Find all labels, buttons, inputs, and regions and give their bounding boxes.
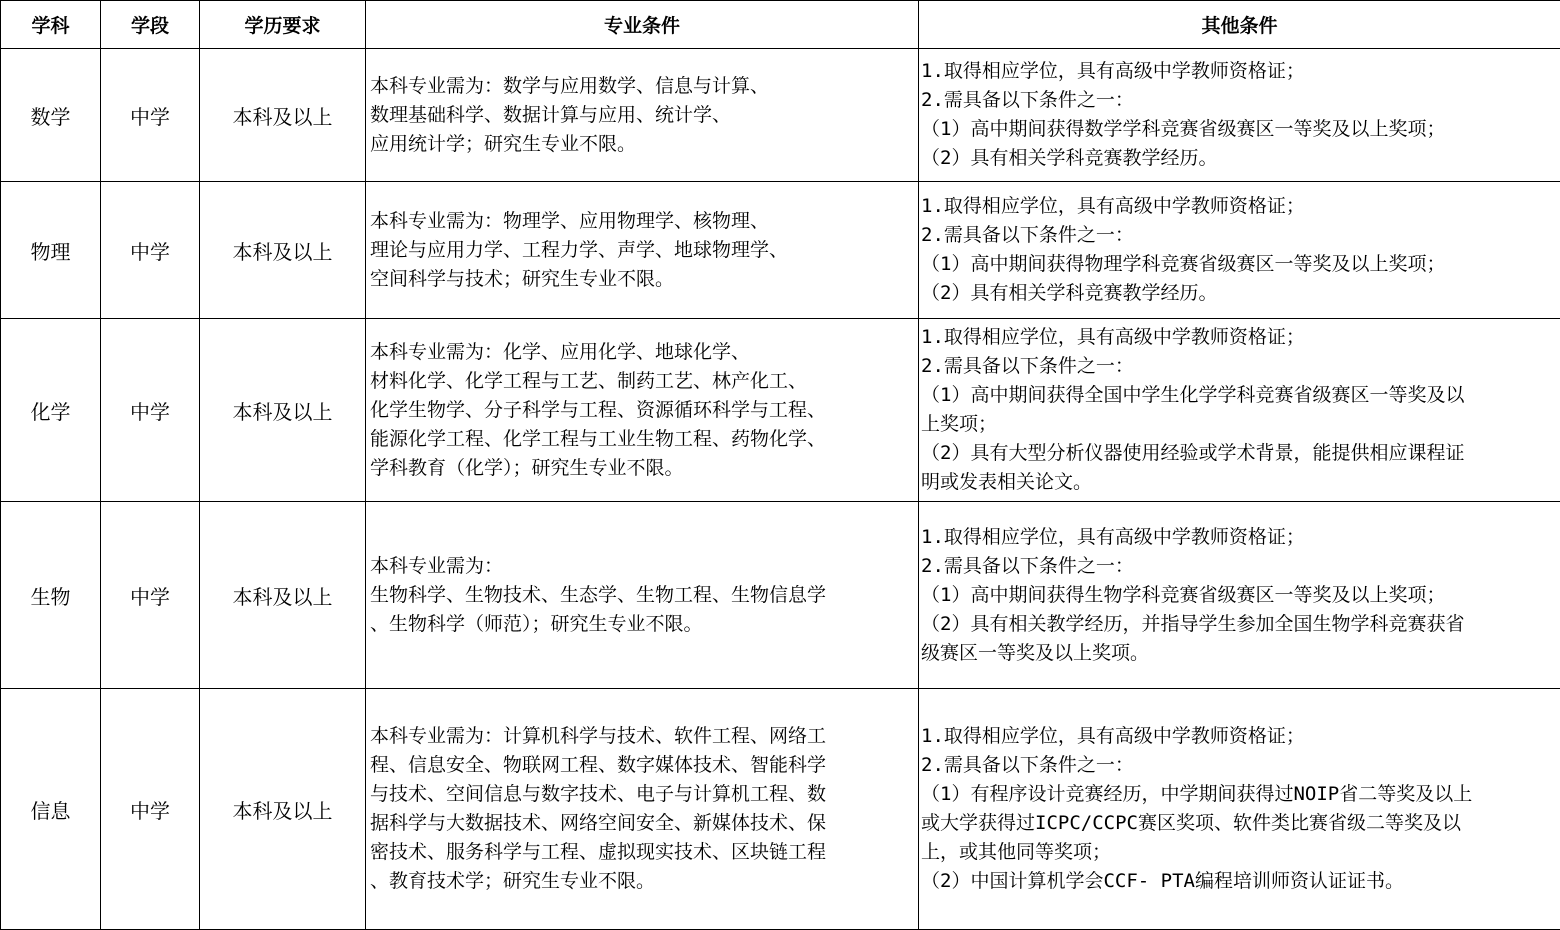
other-line: （1）高中期间获得生物学科竞赛省级赛区一等奖及以上奖项； [921, 581, 1560, 610]
other-cell [919, 689, 1560, 930]
degree-cell: 本科及以上 [200, 502, 366, 689]
major-line: 本科专业需为：数学与应用数学、信息与计算、 [370, 72, 918, 101]
other-line: 2.需具备以下条件之一： [921, 352, 1560, 381]
header-subject: 学科 [1, 1, 101, 49]
table-row [1, 49, 1560, 182]
degree-cell: 本科及以上 [200, 49, 366, 182]
stage-cell: 中学 [101, 319, 200, 502]
major-line: 应用统计学；研究生专业不限。 [370, 130, 918, 159]
other-line: （2）具有相关教学经历，并指导学生参加全国生物学科竞赛获省 [921, 610, 1560, 639]
other-line: 1.取得相应学位，具有高级中学教师资格证； [921, 523, 1560, 552]
subject-cell: 化学 [1, 319, 101, 502]
stage-cell: 中学 [101, 182, 200, 319]
header-major: 专业条件 [366, 1, 919, 49]
other-line: （2）具有相关学科竞赛教学经历。 [921, 144, 1560, 173]
major-cell [366, 319, 919, 502]
major-line: 本科专业需为： [370, 552, 918, 581]
other-cell [919, 502, 1560, 689]
table-row [1, 689, 1560, 930]
other-line: （1）高中期间获得物理学科竞赛省级赛区一等奖及以上奖项； [921, 250, 1560, 279]
other-line: （2）具有大型分析仪器使用经验或学术背景，能提供相应课程证 [921, 439, 1560, 468]
major-line: 、教育技术学；研究生专业不限。 [370, 867, 918, 896]
major-line: 据科学与大数据技术、网络空间安全、新媒体技术、保 [370, 809, 918, 838]
major-line: 、生物科学（师范）；研究生专业不限。 [370, 610, 918, 639]
degree-cell: 本科及以上 [200, 689, 366, 930]
other-line: 级赛区一等奖及以上奖项。 [921, 639, 1560, 668]
other-line: 1.取得相应学位，具有高级中学教师资格证； [921, 722, 1560, 751]
other-line: 或大学获得过ICPC/CCPC赛区奖项、软件类比赛省级二等奖及以 [921, 809, 1560, 838]
other-cell [919, 182, 1560, 319]
other-line: 2.需具备以下条件之一： [921, 221, 1560, 250]
other-cell [919, 49, 1560, 182]
major-cell [366, 689, 919, 930]
other-line: （2）具有相关学科竞赛教学经历。 [921, 279, 1560, 308]
major-line: 空间科学与技术；研究生专业不限。 [370, 265, 918, 294]
subject-cell: 生物 [1, 502, 101, 689]
major-line: 理论与应用力学、工程力学、声学、地球物理学、 [370, 236, 918, 265]
stage-cell: 中学 [101, 689, 200, 930]
other-line: 2.需具备以下条件之一： [921, 86, 1560, 115]
major-line: 化学生物学、分子科学与工程、资源循环科学与工程、 [370, 396, 918, 425]
major-line: 能源化学工程、化学工程与工业生物工程、药物化学、 [370, 425, 918, 454]
major-line: 程、信息安全、物联网工程、数字媒体技术、智能科学 [370, 751, 918, 780]
subject-cell: 信息 [1, 689, 101, 930]
stage-cell: 中学 [101, 502, 200, 689]
subject-cell: 物理 [1, 182, 101, 319]
other-cell [919, 319, 1560, 502]
major-line: 本科专业需为：化学、应用化学、地球化学、 [370, 338, 918, 367]
degree-cell: 本科及以上 [200, 319, 366, 502]
major-line: 生物科学、生物技术、生态学、生物工程、生物信息学 [370, 581, 918, 610]
major-line: 材料化学、化学工程与工艺、制药工艺、林产化工、 [370, 367, 918, 396]
major-line: 本科专业需为：物理学、应用物理学、核物理、 [370, 207, 918, 236]
other-line: 上，或其他同等奖项； [921, 838, 1560, 867]
header-row [1, 1, 1560, 49]
other-line: 上奖项； [921, 410, 1560, 439]
major-line: 学科教育（化学）；研究生专业不限。 [370, 454, 918, 483]
major-cell [366, 502, 919, 689]
other-line: （1）有程序设计竞赛经历，中学期间获得过NOIP省二等奖及以上 [921, 780, 1560, 809]
major-line: 本科专业需为：计算机科学与技术、软件工程、网络工 [370, 722, 918, 751]
table-row [1, 319, 1560, 502]
major-cell [366, 49, 919, 182]
other-line: 2.需具备以下条件之一： [921, 751, 1560, 780]
header-other: 其他条件 [919, 1, 1560, 49]
stage-cell: 中学 [101, 49, 200, 182]
header-degree: 学历要求 [200, 1, 366, 49]
header-stage: 学段 [101, 1, 200, 49]
table-row [1, 502, 1560, 689]
table-row [1, 182, 1560, 319]
other-line: 1.取得相应学位，具有高级中学教师资格证； [921, 57, 1560, 86]
other-line: （2）中国计算机学会CCF- PTA编程培训师资认证证书。 [921, 867, 1560, 896]
major-line: 数理基础科学、数据计算与应用、统计学、 [370, 101, 918, 130]
major-line: 与技术、空间信息与数字技术、电子与计算机工程、数 [370, 780, 918, 809]
other-line: 2.需具备以下条件之一： [921, 552, 1560, 581]
other-line: （1）高中期间获得全国中学生化学学科竞赛省级赛区一等奖及以 [921, 381, 1560, 410]
major-line: 密技术、服务科学与工程、虚拟现实技术、区块链工程 [370, 838, 918, 867]
other-line: （1）高中期间获得数学学科竞赛省级赛区一等奖及以上奖项； [921, 115, 1560, 144]
other-line: 1.取得相应学位，具有高级中学教师资格证； [921, 192, 1560, 221]
degree-cell: 本科及以上 [200, 182, 366, 319]
other-line: 1.取得相应学位，具有高级中学教师资格证； [921, 323, 1560, 352]
major-cell [366, 182, 919, 319]
other-line: 明或发表相关论文。 [921, 468, 1560, 497]
subject-cell: 数学 [1, 49, 101, 182]
